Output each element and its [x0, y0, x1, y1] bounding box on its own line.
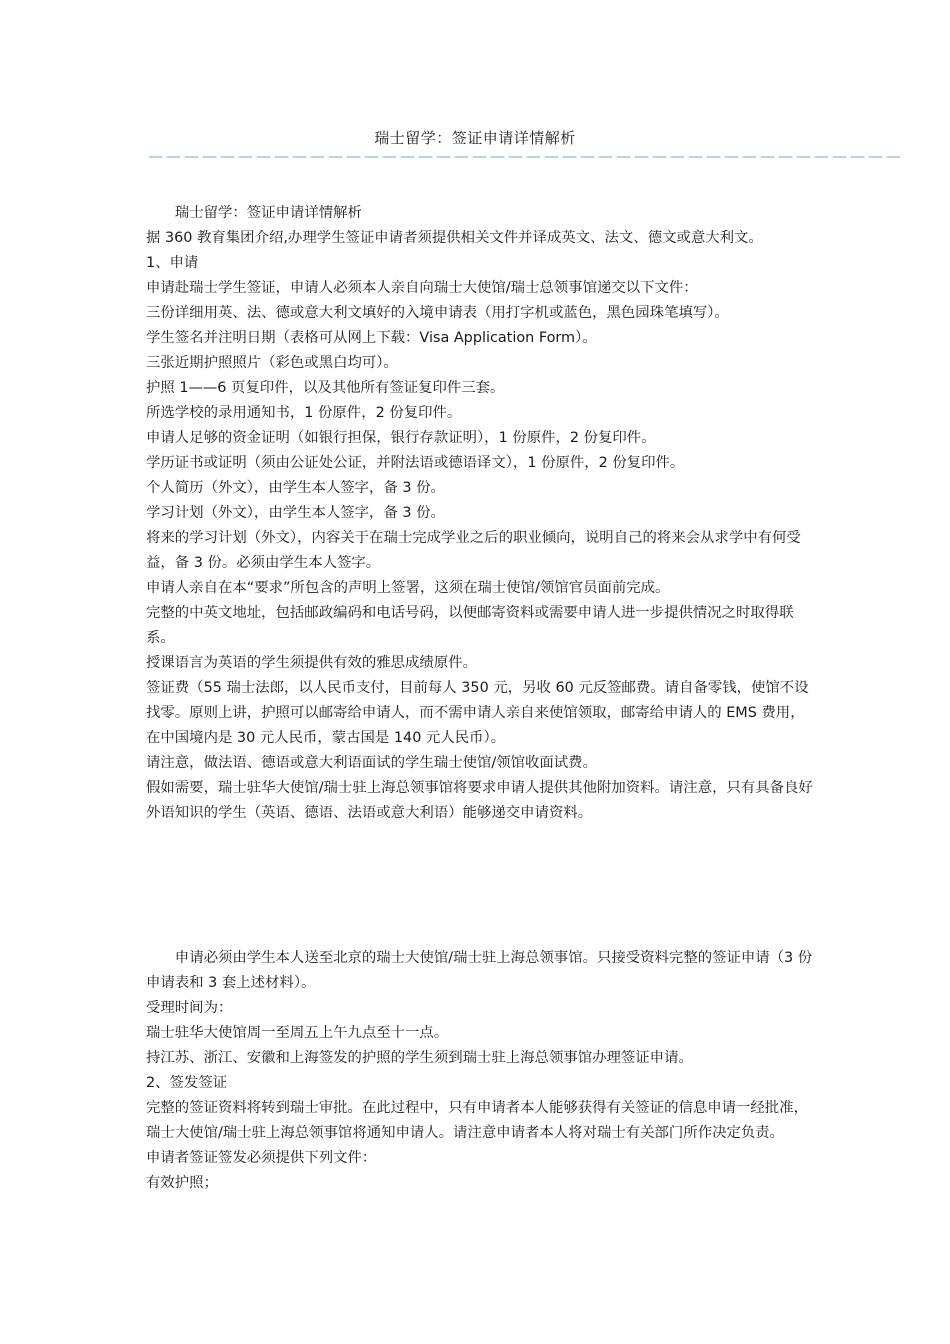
paragraph: 个人简历（外文），由学生本人签字，备 3 份。 — [146, 480, 445, 496]
paragraph: 申请者签证签发必须提供下列文件： — [146, 1150, 377, 1166]
paragraph: 1、申请 — [146, 255, 199, 271]
paragraph: 三张近期护照照片（彩色或黑白均可）。 — [146, 355, 398, 371]
paragraph: 学生签名并注明日期（表格可从网上下载：Visa Application Form）。 — [146, 330, 597, 346]
paragraph: 据 360 教育集团介绍,办理学生签证申请者须提供相关文件并译成英文、法文、德文或意大利文。 — [146, 230, 763, 246]
section-heading: 瑞士留学：签证申请详情解析 — [174, 205, 362, 221]
section-application — [146, 201, 814, 826]
paragraph: 完整的中英文地址，包括邮政编码和电话号码，以便邮寄资料或需要申请人进一步提供情况之时取得联系。 — [146, 605, 794, 646]
paragraph: 三份详细用英、法、德或意大利文填好的入境申请表（用打字机或蓝色，黑色园珠笔填写）。 — [146, 305, 729, 321]
paragraph: 将来的学习计划（外文），内容关于在瑞士完成学业之后的职业倾向，说明自己的将来会从求学中有何受益，备 3 份。必须由学生本人签字。 — [146, 530, 801, 571]
paragraph: 申请人亲自在本“要求”所包含的声明上签署，这须在瑞士使馆/领馆官员面前完成。 — [146, 580, 670, 596]
paragraph: 所选学校的录用通知书，1 份原件，2 份复印件。 — [146, 405, 462, 421]
paragraph: 申请人足够的资金证明（如银行担保，银行存款证明），1 份原件，2 份复印件。 — [146, 430, 656, 446]
paragraph: 完整的签证资料将转到瑞士审批。在此过程中，只有申请者本人能够获得有关签证的信息申请一经批准，瑞士大使馆/瑞士驻上海总领事馆将通知申请人。请注意申请者本人将对瑞士有关部门所作决定负责。 — [146, 1100, 808, 1141]
paragraph: 授课语言为英语的学生须提供有效的雅思成绩原件。 — [146, 655, 477, 671]
paragraph: 护照 1——6 页复印件，以及其他所有签证复印件三套。 — [146, 380, 505, 396]
paragraph: 申请赴瑞士学生签证，申请人必须本人亲自向瑞士大使馆/瑞士总领事馆递交以下文件： — [146, 280, 698, 296]
paragraph: 2、签发签证 — [146, 1075, 228, 1091]
document-title: 瑞士留学：签证申请详情解析 — [374, 129, 576, 147]
paragraph: 持江苏、浙江、安徽和上海签发的护照的学生须到瑞士驻上海总领事馆办理签证申请。 — [146, 1050, 693, 1066]
paragraph: 受理时间为： — [146, 1000, 233, 1016]
paragraph: 假如需要，瑞士驻华大使馆/瑞士驻上海总领事馆将要求申请人提供其他附加资料。请注意，只有具备良好外语知识的学生（英语、德语、法语或意大利语）能够递交申请资料。 — [146, 780, 813, 821]
paragraph: 签证费（55 瑞士法郎，以人民币支付，目前每人 350 元，另收 60 元反签邮费。请自备零钱，使馆不设找零。原则上讲，护照可以邮寄给申请人，而不需申请人亲自来使馆领取，邮寄给申请人的 EMS 费用，在中国境内是 30 元人民币，蒙古国是 140 元人民币）。 — [146, 680, 809, 746]
paragraph: 瑞士驻华大使馆周一至周五上午九点至十一点。 — [146, 1025, 449, 1041]
section-submission — [146, 946, 814, 1196]
paragraph: 学历证书或证明（须由公证处公证，并附法语或德语译文），1 份原件，2 份复印件。 — [146, 455, 685, 471]
paragraph: 学习计划（外文），由学生本人签字，备 3 份。 — [146, 505, 445, 521]
lead-paragraph: 申请必须由学生本人送至北京的瑞士大使馆/瑞士驻上海总领事馆。只接受资料完整的签证申请（3 份申请表和 3 套上述材料）。 — [146, 950, 813, 991]
title-dashed-rule: —————————————————————————————————————————— — [148, 147, 904, 165]
paragraph: 请注意，做法语、德语或意大利语面试的学生瑞士使馆/领馆收面试费。 — [146, 755, 597, 771]
paragraph: 有效护照； — [146, 1175, 218, 1191]
